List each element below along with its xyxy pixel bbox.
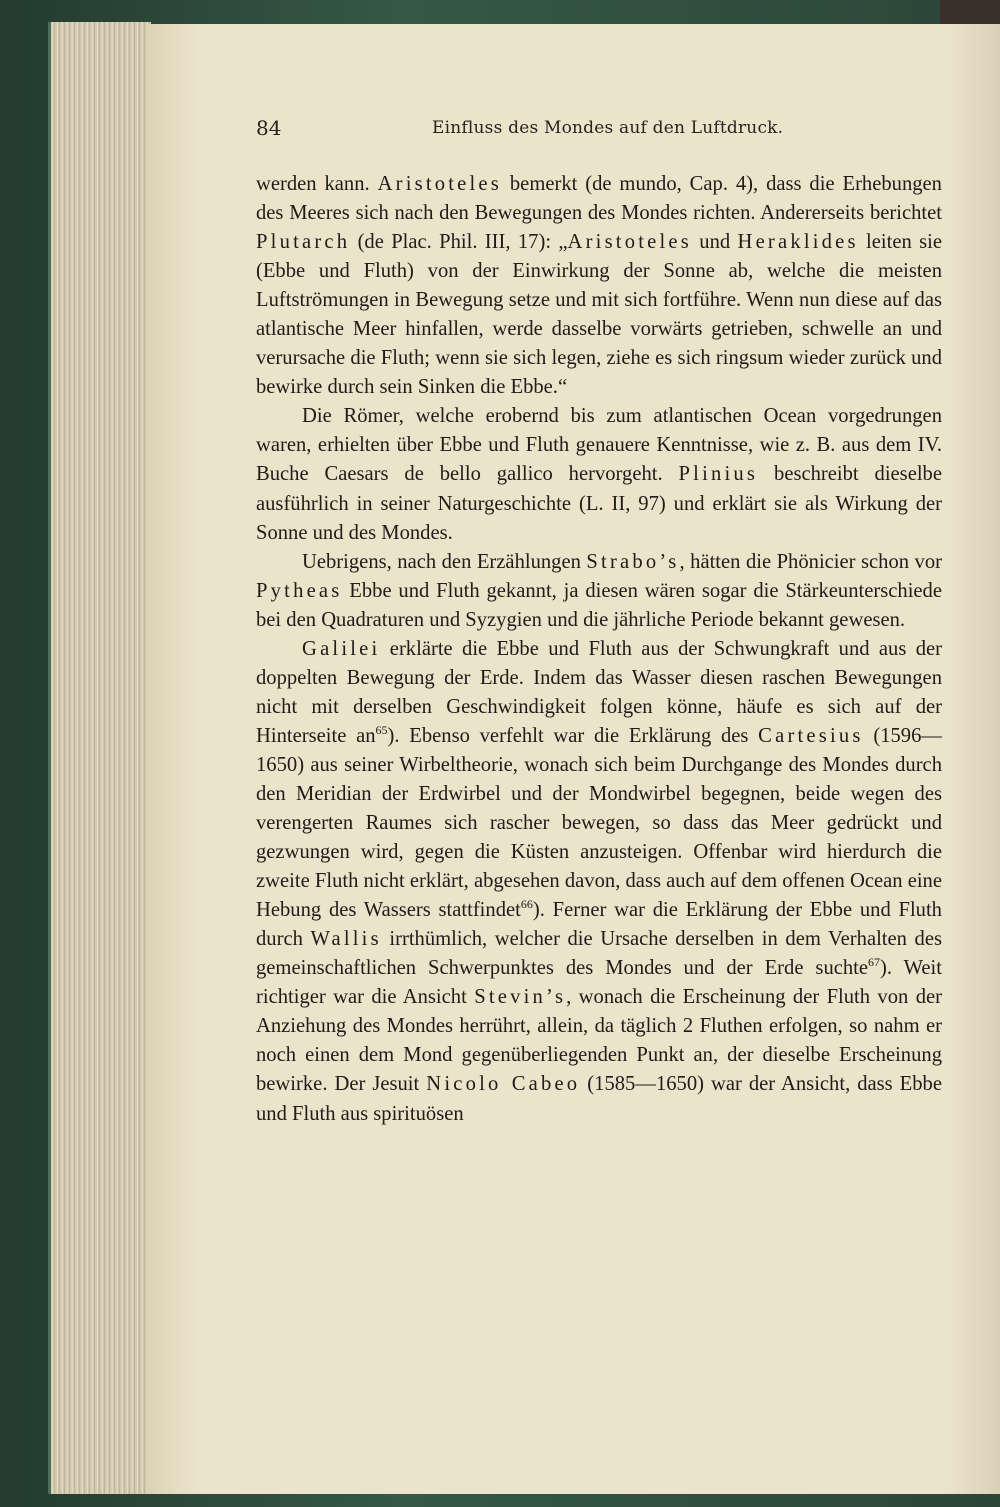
text-run: Ebbe und Fluth gekannt, ja diesen wären sogar die Stärkeunterschiede bei den Quadraturen und Syzygien und die jährliche Periode bekannt gewesen. <box>256 579 942 631</box>
spaced-name: Aristoteles <box>377 173 502 195</box>
text-run: Die Römer, welche erobernd bis zum atlantischen Ocean vorgedrungen waren, erhielten über Ebbe und Fluth genauere Kenntnisse, wie z. B. aus dem IV. Buche Caesars de bello gallico hervorgeht. <box>256 405 942 486</box>
page-edges <box>48 22 151 1494</box>
page-number: 84 <box>256 116 282 140</box>
body-text <box>256 170 942 1129</box>
spaced-name: Pytheas <box>256 579 343 602</box>
running-title: Einfluss des Mondes auf den Luftdruck. <box>432 118 784 138</box>
spaced-name: Galilei <box>302 637 381 660</box>
text-run: beschreibt dieselbe ausführlich in seiner Naturgeschichte (L. II, 97) und erklärt sie als Wirkung der Sonne und des Mondes. <box>256 463 942 544</box>
paragraph <box>256 635 942 1129</box>
text-run: ). Weit richtiger war die Ansicht <box>256 957 942 1009</box>
spaced-name: Nicolo Cabeo <box>426 1073 581 1096</box>
text-run: ). Ebenso verfehlt war die Erklärung des <box>387 724 759 747</box>
text-run: ). Ferner war die Erklärung der Ebbe und Fluth durch <box>256 899 942 951</box>
running-head <box>256 116 782 146</box>
spaced-name: Plinius <box>678 463 759 486</box>
footnote-ref: 67 <box>868 955 881 970</box>
text-run: leiten sie (Ebbe und Fluth) von der Einwirkung der Sonne ab, welche die meisten Luftströmungen in Bewegung setze und mit sich fortführe. Wenn nun diese auf das atlantische Meer hinfallen, werde dasselbe vorwärts getrieben, schwelle an und verursache die Fluth; wenn sie sich legen, ziehe es sich ringsum wieder zurück und bewirke durch sein Sinken die Ebbe.“ <box>256 231 943 399</box>
text-run: werden kann. <box>256 173 378 195</box>
spaced-name: Stevin’s <box>474 986 567 1009</box>
text-run: erklärte die Ebbe und Fluth aus der Schwungkraft und aus der doppelten Bewegung der Erde. Indem das Wasser diesen raschen Bewegungen nicht mit derselben Geschwindigkeit folgen könne, häufe es sich auf der Hinterseite an <box>256 637 942 747</box>
text-run: Uebrigens, nach den Erzählungen <box>302 550 587 573</box>
footnote-ref: 65 <box>375 722 388 737</box>
spaced-name: Aristoteles <box>567 231 692 254</box>
text-run: , hätten die Phönicier schon vor <box>679 550 942 573</box>
spaced-name: Cartesius <box>758 724 864 747</box>
spaced-name: Strabo’s <box>586 550 680 573</box>
paragraph <box>256 170 942 402</box>
spaced-name: Plutarch <box>256 231 351 254</box>
text-run: (de Plac. Phil. III, 17): „ <box>350 231 568 254</box>
spaced-name: Heraklides <box>737 231 859 254</box>
footnote-ref: 66 <box>520 897 533 912</box>
text-run: (1585—1650) war der Ansicht, dass Ebbe und Fluth aus spirituösen <box>256 1073 942 1125</box>
text-run: und <box>691 231 738 254</box>
paragraph <box>256 548 942 635</box>
paragraph <box>256 402 942 547</box>
text-run: (1596—1650) aus seiner Wirbeltheorie, wonach sich beim Durchgange des Mondes durch den Meridian der Erdwirbel und der Mondwirbel begegnen, beide wegen des verengerten Raumes sich rascher bewegen, so dass das Meer gedrückt und gezwungen wird, gegen die Küsten anzusteigen. Offenbar wird hierdurch die zweite Fluth nicht erklärt, abgesehen davon, dass auch auf dem offenen Ocean eine Hebung des Wassers stattfindet <box>256 724 942 922</box>
spaced-name: Wallis <box>310 928 382 951</box>
text-run: bemerkt (de mundo, Cap. 4), dass die Erhebungen des Meeres sich nach den Bewegungen des Mondes richten. Andererseits berichtet <box>256 173 942 225</box>
text-run: irrthümlich, welcher die Ursache derselben in dem Verhalten des gemeinschaftlichen Schwerpunktes des Mondes und der Erde suchte <box>256 928 942 980</box>
text-run: , wonach die Erscheinung der Fluth von der Anziehung des Mondes herrührt, allein, da täglich 2 Fluthen erfolgen, so nahm er noch einen dem Mond gegenüberliegenden Punkt an, der dieselbe Erscheinung bewirke. Der Jesuit <box>256 986 942 1096</box>
